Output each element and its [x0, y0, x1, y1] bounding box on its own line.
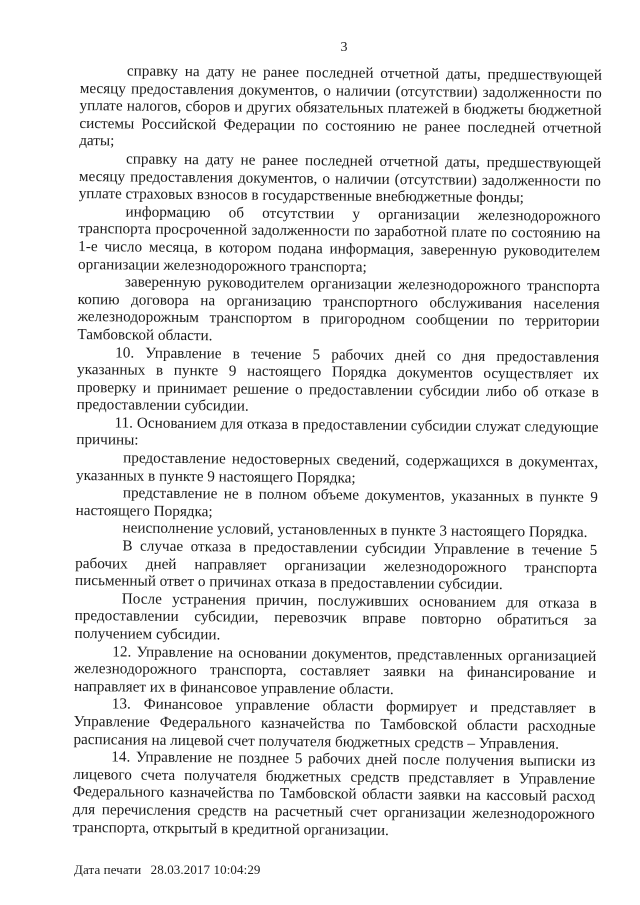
paragraph-tax-certificate: справку на дату не ранее последней отчетной даты, предшествующей месяцу предоставления документов, о наличии (отсутствии) задолженности по уплате налогов, сборов и других обязательных платежей в бюджеты бюджетной системы Российской Федерации по состоянию не ранее последней отчетной даты;: [79, 62, 602, 150]
paragraph-item-12: 12. Управление на основании документов, представленных организацией железнодорожного транспорта, составляет заявки на финансирование и направляет их в финансовое управление области.: [73, 642, 597, 698]
paragraph-item-13: 13. Финансовое управление области формирует и представляет в Управление Федерального казначейства по Тамбовской области расходные расписания на лицевой счет получателя бюджетных средств – Управления.: [73, 695, 596, 753]
paragraph-reason-false-info: предоставление недостоверных сведений, содержащихся в документах, указанных в пункте 9 настоящего Порядка;: [75, 449, 599, 487]
paragraph-refusal-notice: В случае отказа в предоставлении субсидии Управление в течение 5 рабочих дней направляет организации железнодорожного транспорта письменный ответ о причинах отказа в предоставлении субсидии.: [74, 537, 598, 594]
paragraph-item-14: 14. Управление не позднее 5 рабочих дней после получения выписки из лицевого счета получателя бюджетных средств представляет в Управление Федерального казначейства по Тамбовской области заявки на кассовый расход для перечисления средств на расчетный счет организации железнодорожного транспорта, открытый в кредитной организации.: [72, 748, 596, 839]
print-date-value: 28.03.2017 10:04:29: [150, 862, 261, 877]
paragraph-item-11: 11. Основанием для отказа в предоставлении субсидии служат следующие причины:: [76, 414, 599, 450]
paragraph-reapply: После устранения причин, послуживших основанием для отказа в предоставлении субсидии, перевозчик вправе повторно обратиться за получением субсидии.: [74, 590, 597, 644]
paragraph-reason-conditions: неисполнение условий, установленных в пункте 3 настоящего Порядка.: [122, 519, 588, 542]
paragraph-insurance-certificate: справку на дату не ранее последней отчетной даты, предшествующей месяцу предоставления документов, о наличии (отсутствии) задолженности по уплате страховых взносов в государственные внебюджетные фонды;: [78, 150, 602, 207]
print-date-footer: [74, 862, 261, 878]
paragraph-item-10: 10. Управление в течение 5 рабочих дней со дня предоставления указанных в пункте 9 настоящего Порядка документов осуществляет их проверку и принимает решение о предоставлении субсидии либо об отказе в предоставлении субсидии.: [76, 343, 600, 415]
paragraph-reason-incomplete-docs: представление не в полном объеме документов, указанных в пункте 9 настоящего Порядка;: [75, 484, 598, 521]
paragraph-salary-info: информацию об отсутствии у организации железнодорожного транспорта просроченной задолженности по заработной плате по состоянию на 1-е число месяца, в котором подана информация, заверенную руководителем организации железнодорожного транспорта;: [77, 203, 601, 276]
document-body: [73, 62, 602, 841]
page-number: 3: [340, 40, 348, 55]
print-date-label: Дата печати: [74, 862, 142, 877]
paragraph-contract-copy: заверенную руководителем организации железнодорожного транспорта копию договора на организацию транспортного обслуживания населения железнодорожным транспортом в пригородном сообщении по территории Тамбовской области.: [77, 273, 600, 345]
